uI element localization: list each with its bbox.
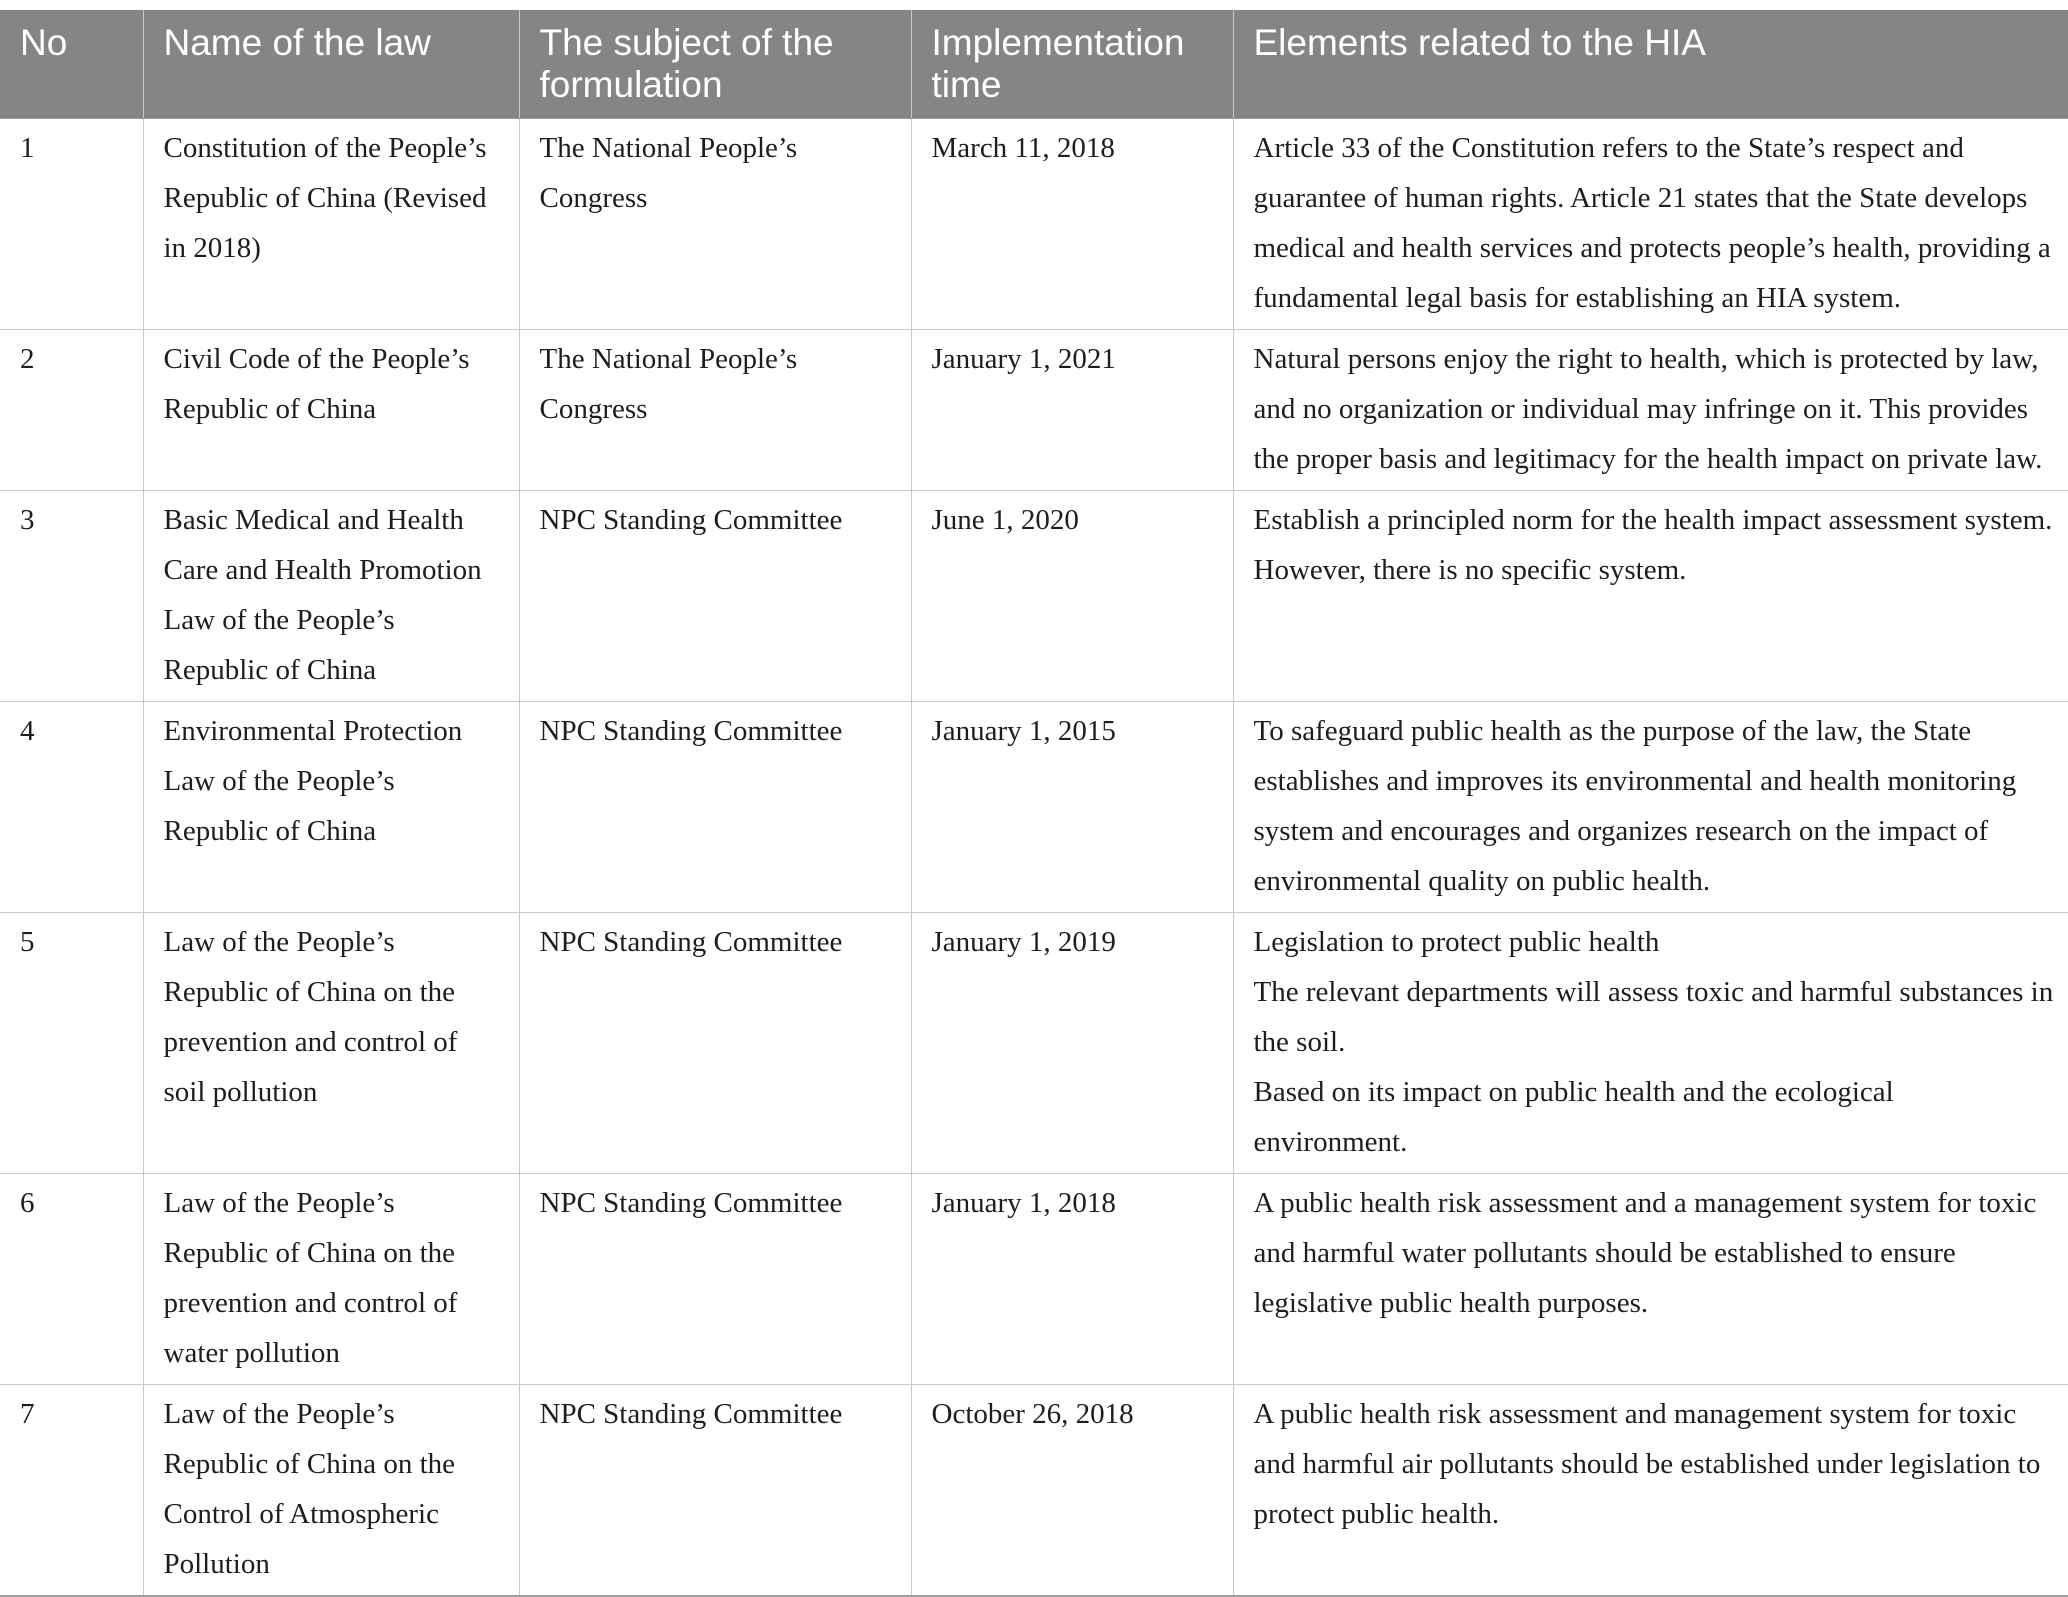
cell-no: 3: [0, 491, 143, 702]
cell-hia-elements: [1233, 702, 2068, 913]
cell-law-name: Law of the People’s Republic of China on the prevention and control of soil pollution: [143, 913, 519, 1174]
cell-no: 6: [0, 1174, 143, 1385]
cell-subject: NPC Standing Committee: [519, 1385, 911, 1597]
header-subject: The subject of the formulation: [519, 10, 911, 119]
law-table-container: [0, 10, 2068, 1597]
cell-implementation-time: March 11, 2018: [911, 119, 1233, 330]
cell-no: 7: [0, 1385, 143, 1597]
cell-subject: NPC Standing Committee: [519, 702, 911, 913]
cell-hia-elements: [1233, 119, 2068, 330]
cell-hia-elements: [1233, 1174, 2068, 1385]
cell-implementation-time: January 1, 2021: [911, 330, 1233, 491]
hia-element-text: A public health risk assessment and a management system for toxic and harmful water pollutants should be established to ensure legislative public health purposes.: [1253, 1187, 2037, 1319]
hia-laws-table: [0, 10, 2068, 1597]
cell-hia-elements: [1233, 330, 2068, 491]
cell-no: 4: [0, 702, 143, 913]
hia-element-text: Establish a principled norm for the health impact assessment system. However, there is no specific system.: [1253, 504, 2053, 586]
cell-law-name: Law of the People’s Republic of China on the prevention and control of water pollution: [143, 1174, 519, 1385]
cell-implementation-time: January 1, 2019: [911, 913, 1233, 1174]
hia-element-text: Legislation to protect public health: [1253, 926, 1660, 958]
cell-subject: NPC Standing Committee: [519, 913, 911, 1174]
cell-law-name: Environmental Protection Law of the People’s Republic of China: [143, 702, 519, 913]
header-name-of-law: Name of the law: [143, 10, 519, 119]
cell-subject: NPC Standing Committee: [519, 1174, 911, 1385]
hia-element-text: Natural persons enjoy the right to health, which is protected by law, and no organization or individual may infringe on it. This provides the proper basis and legitimacy for the health impact on private law.: [1253, 343, 2043, 475]
table-header: [0, 10, 2068, 119]
cell-no: 2: [0, 330, 143, 491]
hia-element-text: To safeguard public health as the purpose of the law, the State establishes and improves its environmental and health monitoring system and encourages and organizes research on the impact of environmental quality on public health.: [1253, 715, 2017, 897]
cell-implementation-time: June 1, 2020: [911, 491, 1233, 702]
cell-subject: The National People’s Congress: [519, 119, 911, 330]
cell-no: 5: [0, 913, 143, 1174]
table-row: [0, 119, 2068, 330]
hia-element-text: Article 33 of the Constitution refers to the State’s respect and guarantee of human rights. Article 21 states that the State develops medical and health services and protects people’s health, providing a fundamental legal basis for establishing an HIA system.: [1253, 132, 2051, 314]
cell-hia-elements: [1233, 1385, 2068, 1597]
table-row: [0, 330, 2068, 491]
cell-law-name: Civil Code of the People’s Republic of China: [143, 330, 519, 491]
header-no: No: [0, 10, 143, 119]
table-row: [0, 702, 2068, 913]
table-row: [0, 491, 2068, 702]
table-row: [0, 1174, 2068, 1385]
cell-subject: NPC Standing Committee: [519, 491, 911, 702]
hia-element-text: The relevant departments will assess toxic and harmful substances in the soil.: [1253, 976, 2054, 1058]
cell-hia-elements: [1233, 913, 2068, 1174]
cell-implementation-time: October 26, 2018: [911, 1385, 1233, 1597]
cell-law-name: Law of the People’s Republic of China on the Control of Atmospheric Pollution: [143, 1385, 519, 1597]
hia-element-text: Based on its impact on public health and the ecological environment.: [1253, 1076, 1894, 1158]
cell-implementation-time: January 1, 2015: [911, 702, 1233, 913]
table-row: [0, 1385, 2068, 1597]
header-hia-elements: Elements related to the HIA: [1233, 10, 2068, 119]
cell-no: 1: [0, 119, 143, 330]
header-row: [0, 10, 2068, 119]
cell-subject: The National People’s Congress: [519, 330, 911, 491]
header-implementation-time: Implementation time: [911, 10, 1233, 119]
table-row: [0, 913, 2068, 1174]
cell-law-name: Basic Medical and Health Care and Health Promotion Law of the People’s Republic of China: [143, 491, 519, 702]
cell-hia-elements: [1233, 491, 2068, 702]
hia-element-text: A public health risk assessment and management system for toxic and harmful air pollutants should be established under legislation to protect public health.: [1253, 1398, 2041, 1530]
cell-implementation-time: January 1, 2018: [911, 1174, 1233, 1385]
cell-law-name: Constitution of the People’s Republic of China (Revised in 2018): [143, 119, 519, 330]
table-body: [0, 119, 2068, 1597]
